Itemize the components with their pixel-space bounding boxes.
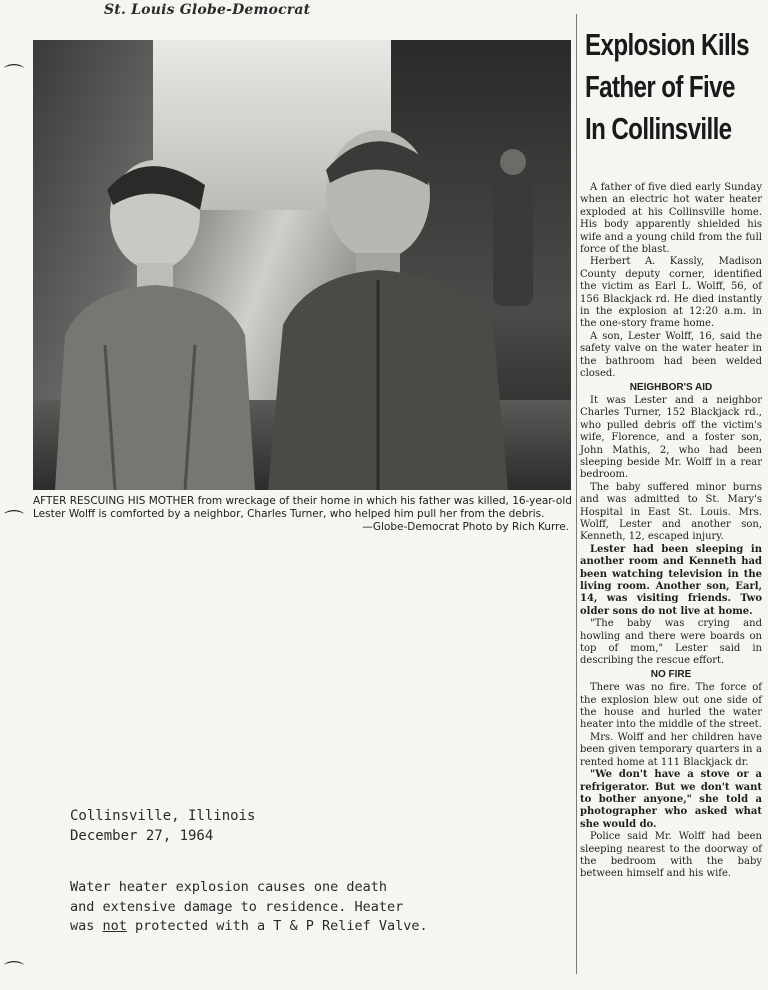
note-date: December 27, 1964 [70, 828, 214, 844]
photo-credit: —Globe-Democrat Photo by Rich Kurre. [362, 521, 569, 533]
headline-line-1: Explosion Kills [585, 27, 749, 62]
note-underlined-word: not [102, 918, 127, 934]
article-paragraph: There was no fire. The force of the explosion blew out one side of the house and hurled the water heater into the middle of the street. [580, 682, 762, 731]
note-line: and extensive damage to residence. Heater [70, 898, 404, 915]
headline-line-2: Father of Five [585, 69, 735, 104]
binder-hole-mark-icon: ⌒ [4, 508, 24, 532]
article-body [580, 182, 762, 881]
article-paragraph: Herbert A. Kassly, Madison County deputy corner, identified the victim as Earl L. Wolff, 56, of 156 Blackjack rd. He died instantly in the explosion at 12:20 a.m. in the one-story frame home. [580, 256, 762, 330]
typed-note-body [70, 878, 428, 937]
binder-hole-mark-icon: ⌒ [4, 959, 24, 983]
article-paragraph: The baby suffered minor burns and was admitted to St. Mary's Hospital in East St. Louis. Mrs. Wolff, Lester and another son, Kenneth, 12, escaped injury. [580, 481, 762, 543]
article-headline [585, 24, 749, 150]
caption-text: from wreckage of their home in which his father was killed, 16-year-old Lester Wolff is comforted by a neighbor, Charles Turner, who helped him pull her from the debris. [33, 495, 572, 520]
note-line-pre: was [70, 918, 103, 934]
note-line [70, 917, 428, 937]
note-place: Collinsville, Illinois [70, 808, 256, 824]
article-paragraph: A father of five died early Sunday when an electric hot water heater exploded at his Collinsville home. His body apparently shielded his wife and a young child from the full force of the blast. [580, 182, 762, 256]
binder-hole-mark-icon: ⌒ [4, 62, 24, 86]
boy-figure [45, 145, 255, 490]
column-rule [576, 14, 577, 974]
article-subhead: NO FIRE [650, 668, 692, 680]
article-paragraph: "The baby was crying and howling and there were boards on top of mom," Lester said in describing the rescue effort. [580, 618, 762, 667]
headline-line-3: In Collinsville [585, 111, 732, 146]
news-photo [33, 40, 571, 490]
caption-lead: AFTER RESCUING HIS MOTHER [33, 495, 195, 507]
article-paragraph: "We don't have a stove or a refrigerator. But we don't want to bother anyone," she told a photographer who asked what she would do. [580, 769, 762, 830]
typed-note-header [70, 806, 255, 846]
article-paragraph: It was Lester and a neighbor Charles Turner, 152 Blackjack rd., who pulled debris off the victim's wife, Florence, and a foster son, John Mathis, 2, who had been sleeping beside Mr. Wolff in a rear bedroom. [580, 394, 762, 481]
photo-caption [33, 495, 573, 533]
man-figure [268, 115, 508, 490]
article-paragraph: Lester had been sleeping in another room and Kenneth had been watching television in the living room. Another son, Earl, 14, was visiting friends. Two older sons do not live at home. [580, 543, 762, 617]
note-line-post: protected with a T & P Relief Valve. [126, 918, 428, 934]
article-paragraph: A son, Lester Wolff, 16, said the safety valve on the water heater in the bathroom had been welded closed. [580, 330, 762, 380]
article-subhead: NEIGHBOR'S AID [629, 381, 713, 393]
article-paragraph: Mrs. Wolff and her children have been given temporary quarters in a rented home at 111 Blackjack dr. [580, 731, 762, 768]
article-paragraph: Police said Mr. Wolff had been sleeping nearest to the doorway of the bedroom with the baby between himself and his wife. [580, 831, 762, 880]
newspaper-masthead: St. Louis Globe-Democrat [104, 2, 311, 18]
note-line: Water heater explosion causes one death [70, 879, 387, 895]
